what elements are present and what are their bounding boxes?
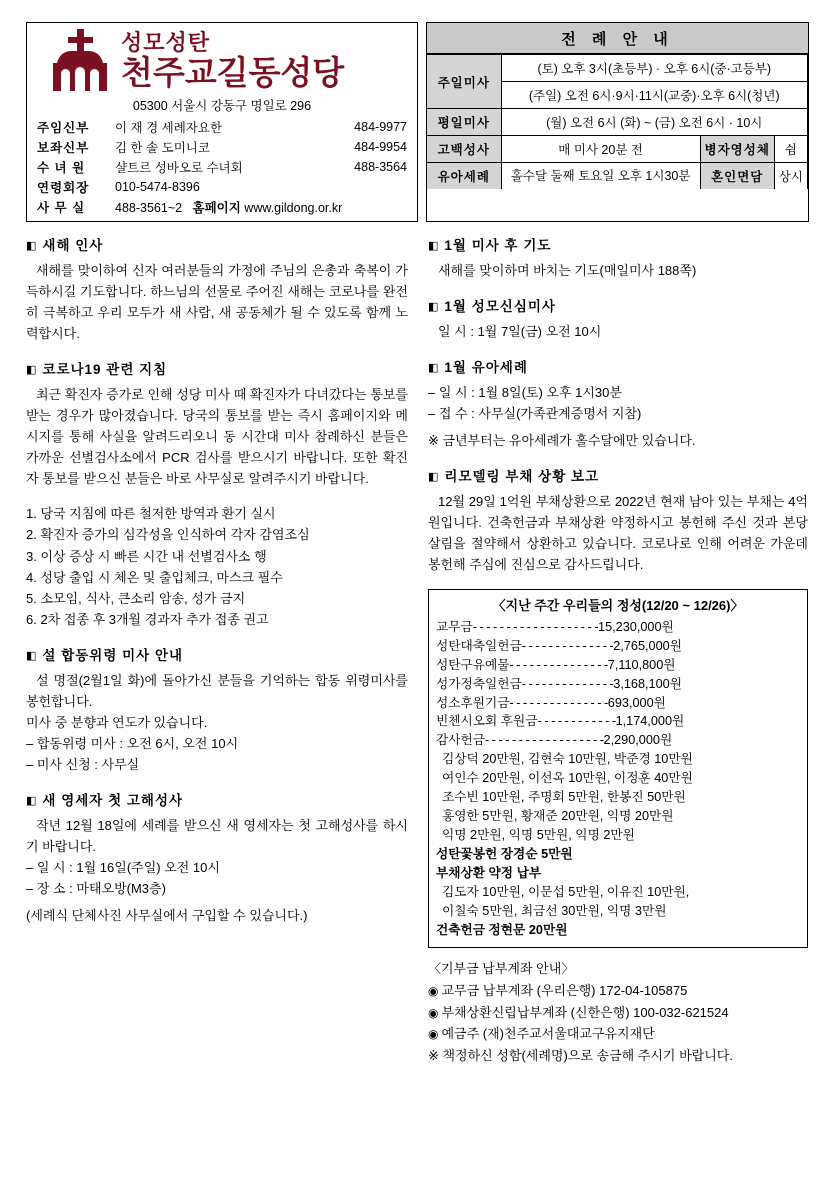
contact-name: 010-5474-8396 (115, 180, 200, 194)
offering-dots: - - - - - - - - - - - - - - - (509, 658, 608, 673)
square-bullet-icon: ◧ (428, 471, 440, 484)
offering-label: 빈첸시오회 후원금 (436, 714, 538, 729)
square-bullet-icon: ◧ (428, 362, 440, 375)
offering-label: 성탄대축일헌금 (436, 639, 522, 654)
donation-accounts-block (428, 958, 808, 1065)
accounts-note: ※ 책정하신 성함(세례명)으로 송금해 주시기 바랍니다. (428, 1047, 733, 1063)
section-lunar-new-year-memorial-mass (26, 644, 408, 775)
offering-amount: 2,765,000원 (613, 639, 682, 654)
table-row (427, 136, 808, 163)
right-column (428, 234, 808, 1066)
christmas-flower-offering: 성탄꽃봉헌 장경순 5만원 (436, 847, 573, 862)
list-item: – 일 시 : 1월 16일(주일) 오전 10시 (26, 860, 220, 876)
memorial-mass-list (26, 733, 408, 775)
office-contact-row (113, 197, 409, 217)
section-heading (26, 789, 408, 809)
square-bullet-icon: ◧ (428, 240, 440, 252)
circle-bullet-icon: ◉ (428, 984, 439, 999)
marriage-value: 상시 (774, 163, 807, 190)
section-first-confession-newly-baptized (26, 789, 408, 926)
list-item: – 장 소 : 마태오방(M3층) (26, 881, 166, 897)
accounts-title: 〈기부금 납부계좌 안내〉 (428, 961, 575, 977)
circle-bullet-icon: ◉ (428, 1027, 439, 1042)
offering-line (436, 618, 800, 637)
table-row (35, 117, 409, 137)
list-item: 2. 확진자 증가의 심각성을 인식하여 각자 감염조심 (26, 527, 310, 543)
list-item: – 합동위령 미사 : 오전 6시, 오전 10시 (26, 735, 239, 751)
offering-dots: - - - - - - - - - - - - - - - (509, 695, 608, 710)
homepage-url[interactable]: www.gildong.or.kr (244, 201, 343, 215)
square-bullet-icon: ◧ (26, 364, 38, 377)
offering-line (436, 637, 800, 656)
section-body: 일 시 : 1월 7일(금) 오전 10시 (438, 324, 602, 340)
account-text: 예금주 (재)천주교서울대교구유지재단 (441, 1026, 655, 1042)
offering-line (436, 675, 800, 694)
section-heading (428, 356, 808, 376)
donor-line: 홍영한 5만원, 황재준 20만원, 익명 20만원 (442, 809, 674, 824)
offering-amount: 1,174,000원 (615, 714, 685, 729)
offering-dots: - - - - - - - - - - - - - - (521, 639, 614, 654)
section-title: 설 합동위령 미사 안내 (42, 647, 184, 663)
parish-name-small: 성모성탄 (121, 29, 211, 55)
sick-communion-value: 쉼 (774, 136, 807, 163)
circle-bullet-icon: ◉ (428, 1005, 439, 1020)
bulletin-body (26, 234, 809, 1066)
square-bullet-icon: ◧ (428, 301, 440, 314)
list-item: 4. 성당 출입 시 체온 및 출입체크, 마스크 필수 (26, 569, 283, 585)
first-confession-list (26, 857, 408, 899)
contact-tel: 484-9954 (354, 140, 407, 154)
account-line (428, 1002, 808, 1023)
list-item: 3. 이상 증상 시 빠른 시간 내 선별검사소 행 (26, 548, 267, 564)
section-title: 1월 성모신심미사 (444, 299, 556, 315)
contact-label: 수 녀 원 (37, 161, 86, 175)
offering-label: 성탄구유예물 (436, 658, 510, 673)
list-item: 5. 소모임, 식사, 큰소리 암송, 성가 금지 (26, 590, 246, 606)
section-heading (428, 465, 808, 485)
offering-dots: - - - - - - - - - - - - - - - - - - - (472, 620, 599, 635)
section-note: ※ 금년부터는 유아세례가 홀수달에만 있습니다. (428, 433, 696, 449)
contact-label: 보좌신부 (37, 141, 90, 155)
row-label-confession: 고백성사 (427, 136, 501, 163)
contact-name: 김 한 솔 도미니코 (115, 141, 210, 155)
contact-label: 연령회장 (37, 181, 90, 195)
table-row (427, 163, 808, 190)
donor-line: 김도자 10만원, 이문섭 5만원, 이유진 10만원, (442, 885, 690, 900)
table-row (427, 55, 808, 82)
sunday-mass-line2: (주일) 오전 6시·9시·11시(교중)·오후 6시(청년) (501, 82, 808, 109)
offering-amount: 2,290,000원 (603, 733, 673, 748)
section-note: (세례식 단체사진 사무실에서 구입할 수 있습니다.) (26, 908, 308, 924)
donor-line: 조수빈 10만원, 주명회 5만원, 한봉진 50만원 (442, 790, 686, 805)
office-tel: 488-3561~2 (115, 201, 183, 215)
parish-contact-table (35, 117, 409, 217)
list-item: – 일 시 : 1월 8일(토) 오후 1시30분 (428, 385, 622, 401)
homepage-label: 홈페이지 (192, 201, 241, 215)
schedule-title: 전 례 안 내 (427, 23, 808, 54)
row-label-sunday: 주일미사 (427, 55, 501, 109)
parish-info-panel (26, 22, 418, 222)
offerings-title: 〈지난 주간 우리들의 정성(12/20 ~ 12/26)〉 (492, 598, 744, 614)
account-line (428, 1023, 808, 1044)
table-row (35, 137, 409, 157)
debt-repayment-heading: 부채상환 약정 납부 (436, 866, 542, 881)
section-body: 새해를 맞이하며 바치는 기도(매일미사 188쪽) (438, 263, 697, 278)
offering-amount: 15,230,000원 (598, 620, 674, 635)
offering-amount: 693,000원 (607, 695, 666, 710)
offering-label: 성소후원기금 (436, 695, 510, 710)
contact-tel: 484-9977 (354, 120, 407, 134)
parish-name-large: 천주교길동성당 (121, 53, 345, 91)
section-title: 새해 인사 (42, 238, 104, 253)
covid-guideline-list (26, 503, 408, 629)
offering-amount: 3,168,100원 (613, 676, 682, 691)
section-remodeling-debt-report (428, 465, 808, 575)
account-text: 부채상환신립납부계좌 (신한은행) 100-032-621524 (441, 1004, 729, 1020)
section-title: 1월 미사 후 기도 (444, 238, 552, 253)
table-row (35, 157, 409, 177)
donor-line: 김상덕 20만원, 김현숙 10만원, 박준경 10만원 (442, 752, 693, 766)
section-january-infant-baptism (428, 356, 808, 451)
parish-address: 05300 서울시 강동구 명일로 296 (132, 99, 312, 113)
donor-line: 여인수 20만원, 이선옥 10만원, 이정훈 40만원 (442, 771, 693, 786)
list-item: 6. 2차 접종 후 3개월 경과자 추가 접종 권고 (26, 611, 269, 627)
donor-line: 익명 2만원, 익명 5만원, 익명 2만원 (442, 828, 635, 843)
confession-value: 매 미사 20분 전 (501, 136, 700, 163)
section-title: 새 영세자 첫 고해성사 (42, 792, 184, 808)
section-body-2: 미사 중 분향과 연도가 있습니다. (26, 714, 208, 730)
section-body: 최근 확진자 증가로 인해 성당 미사 때 확진자가 다녀갔다는 통보를 받는 경우가 많아졌습니다. 당국의 통보를 받는 즉시 홈페이지와 메시지를 통해 사실을 알려드리오니 동 시간대 미사 참례하신 분들은 가까운 선별검사소에서 PCR 검사를 받으시기 바랍니다. 또한 확진자 통보를 받으신 분들은 바로 사무실로 알려주시기 바랍니다. (26, 387, 408, 487)
table-row (427, 109, 808, 136)
donor-line: 이칠숙 5만원, 최금선 30만원, 익명 3만원 (442, 904, 667, 919)
contact-name: 샬트르 성바오로 수녀회 (115, 161, 243, 175)
section-title: 1월 유아세례 (444, 360, 528, 376)
left-column (26, 234, 408, 1066)
parish-title-block (121, 29, 345, 91)
offering-line (436, 712, 800, 731)
account-line (428, 980, 808, 1001)
offering-line (436, 731, 800, 750)
parish-logo-row (35, 29, 409, 91)
offering-label: 성가정축일헌금 (436, 676, 522, 691)
section-body: 12월 29일 1억원 부채상환으로 2022년 현재 남아 있는 부채는 4억원입니다. 건축헌금과 부채상환 약정하시고 봉헌해 주신 것과 본당 살림을 절약해서 상환하고 있습니다. 코로나로 인해 어려운 가운데 봉헌해 주심에 진심으로 감사드립니다. (428, 494, 808, 573)
mass-schedule-table (427, 54, 808, 189)
section-heading (428, 295, 808, 315)
offering-line (436, 656, 800, 675)
bulletin-header (26, 22, 809, 222)
section-body: 설 명절(2월1일 화)에 돌아가신 분들을 기억하는 합동 위령미사를 봉헌합니다. (26, 672, 408, 709)
building-fund-offering: 건축헌금 정현문 20만원 (436, 923, 568, 938)
section-title: 코로나19 관련 지침 (42, 362, 168, 378)
table-row (35, 197, 409, 217)
sunday-mass-line1: (토) 오후 3시(초등부) · 오후 6시(중·고등부) (501, 55, 808, 82)
offering-dots: - - - - - - - - - - - - (537, 714, 616, 729)
row-label-infant-baptism: 유아세례 (427, 163, 501, 190)
section-heading (26, 358, 408, 378)
section-body: 새해를 맞이하여 신자 여러분들의 가정에 주님의 은총과 축복이 가득하시길 기도합니다. 하느님의 선물로 주어진 새해는 코로나를 완전히 극복하고 우리 모두가 새 사람, 새 공동체가 될 수 있도록 함께 노력합시다. (26, 263, 408, 342)
row-label-weekday: 평일미사 (427, 109, 501, 136)
account-text: 교무금 납부계좌 (우리은행) 172-04-105875 (441, 983, 688, 999)
contact-label: 사 무 실 (37, 201, 86, 215)
table-row (35, 177, 409, 197)
infant-baptism-list (428, 382, 808, 424)
square-bullet-icon: ◧ (26, 649, 38, 662)
section-january-marian-devotion-mass (428, 295, 808, 342)
section-new-year-greeting (26, 234, 408, 344)
weekly-offerings-box (428, 589, 808, 948)
square-bullet-icon: ◧ (26, 240, 38, 252)
list-item: – 미사 신청 : 사무실 (26, 756, 140, 772)
section-body: 작년 12월 18일에 세례를 받으신 새 영세자는 첫 고해성사를 하시기 바랍니다. (26, 817, 408, 854)
list-item: 1. 당국 지침에 따른 철저한 방역과 환기 실시 (26, 506, 276, 522)
section-heading (26, 234, 408, 254)
section-heading (26, 644, 408, 664)
offering-line (436, 694, 800, 713)
contact-label: 주임신부 (37, 121, 90, 135)
offering-dots: - - - - - - - - - - - - - - (521, 676, 614, 691)
offering-label: 교무금 (436, 620, 473, 635)
square-bullet-icon: ◧ (26, 794, 38, 807)
offering-label: 감사헌금 (436, 733, 486, 748)
weekday-mass: (월) 오전 6시 (화) ~ (금) 오전 6시 · 10시 (501, 109, 808, 136)
contact-name: 이 재 경 세례자요한 (115, 121, 223, 135)
church-logo-icon (49, 29, 111, 91)
contact-tel: 488-3564 (354, 160, 407, 174)
section-heading (428, 234, 808, 254)
mass-schedule-panel (426, 22, 809, 222)
list-item: – 접 수 : 사무실(가족관계증명서 지참) (428, 406, 642, 422)
row-label-sick-communion: 병자영성체 (700, 136, 774, 163)
row-label-marriage: 혼인면담 (700, 163, 774, 190)
section-covid-guidelines (26, 358, 408, 630)
section-title: 리모델링 부채 상황 보고 (444, 469, 600, 485)
infant-baptism-value: 홀수달 둘째 토요일 오후 1시30분 (501, 163, 700, 190)
offering-dots: - - - - - - - - - - - - - - - - - - (485, 733, 604, 748)
section-january-prayer-after-mass (428, 234, 808, 281)
offering-amount: 7,110,800원 (607, 658, 676, 673)
